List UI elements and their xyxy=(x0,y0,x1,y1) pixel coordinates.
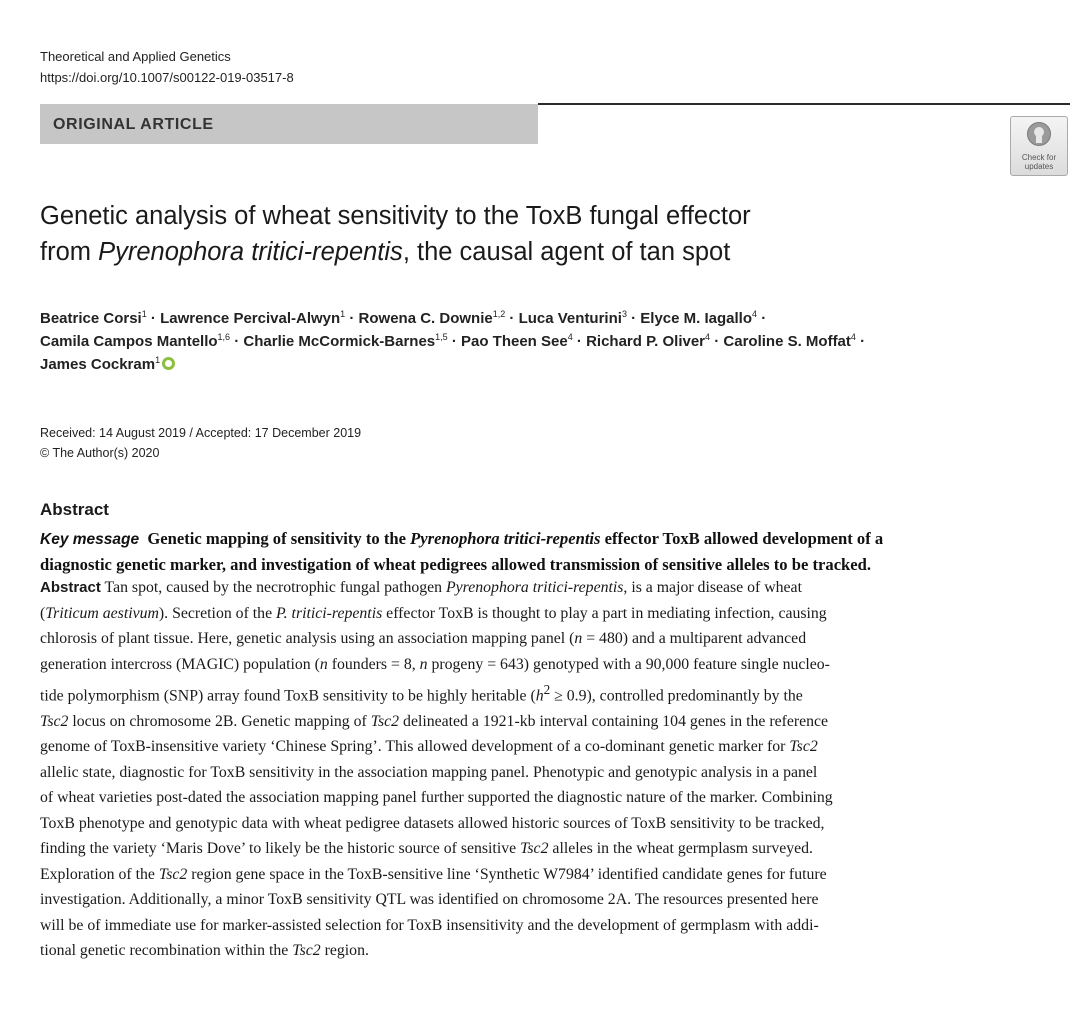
author-name[interactable]: Lawrence Percival-Alwyn xyxy=(160,310,341,327)
abstract-inline-label: Abstract xyxy=(40,579,101,596)
author-list: Beatrice Corsi$^1$ · Lawrence Percival-Alwyn$^1$ · Rowena C. Downie$^{1,2}$ · Luca Venturini$^3$ · Elyce M. Iagallo$^4$ · Camila Campos Mantello$^{1,6}$ · Charlie McCormick-Barnes$^{1,5}$ · Pao Theen See$^4$ · Richard P. Oliver$^4$ · Caroline S. Moffat$^4$ · James Cockram$^1$ xyxy=(40,309,866,373)
abstract-body: Abstract Tan spot, caused by the necrotrophic fungal pathogen Pyrenophora tritici-repentis, is a major disease of wheat (Triticum aestivum). Secretion of the P. tritici-repentis effector ToxB is thought to play a part in mediating infection, causing chlorosis of plant tissue. Here, genetic analysis using an association mapping panel (n = 480) and a multiparent advanced generation intercross (MAGIC) population (n founders = 8, n progeny = 643) genotyped with a 90,000 feature single nucleo- tide polymorphism (SNP) array found ToxB sensitivity to be highly heritable $(h^2 \ge 0.9)$, controlled predominantly by the Tsc2 locus on chromosome 2B. Genetic mapping of Tsc2 delineated a 1921-kb interval containing 104 genes in the reference genome of ToxB-insensitive variety ‘Chinese Spring’. This allowed development of a co-dominant genetic marker for Tsc2 allelic state, diagnostic for ToxB sensitivity in the association mapping panel. Phenotypic and genotypic analysis in a panel of wheat varieties post-dated the association mapping panel further supported the diagnostic nature of the marker. Combining ToxB phenotype and genotypic data with wheat pedigree datasets allowed historic sources of ToxB sensitivity to be tracked, finding the variety ‘Maris Dove’ to likely be the historic source of sensitive Tsc2 alleles in the wheat germplasm surveyed. Exploration of the Tsc2 region gene space in the ToxB-sensitive line ‘Synthetic W7984’ identified candidate genes for future investigation. Additionally, a minor ToxB sensitivity QTL was identified on chromosome 2A. The resources presented here will be of immediate use for marker-assisted selection for ToxB insensitivity and the development of germplasm with addi- tional genetic recombination within the Tsc2 region. xyxy=(40,579,833,960)
author-name[interactable]: James Cockram xyxy=(40,356,156,373)
received-accepted-dates: Received: 14 August 2019 / Accepted: 17 December 2019 xyxy=(40,426,362,440)
copyright-notice: © The Author(s) 2020 xyxy=(40,446,160,460)
author-name[interactable]: Luca Venturini xyxy=(518,310,622,327)
author-name[interactable]: Richard P. Oliver xyxy=(586,333,706,350)
author-name[interactable]: Charlie McCormick-Barnes xyxy=(243,333,436,350)
check-for-updates-badge[interactable] xyxy=(1010,116,1068,176)
author-name[interactable]: Caroline S. Moffat xyxy=(723,333,851,350)
author-name[interactable]: Pao Theen See xyxy=(461,333,568,350)
header-rule xyxy=(538,103,1070,105)
article-type-banner: ORIGINAL ARTICLE xyxy=(40,104,538,144)
check-for-updates-label: Check for updates xyxy=(1021,153,1057,171)
author-name[interactable]: Beatrice Corsi xyxy=(40,310,142,327)
journal-doi-link[interactable]: https://doi.org/10.1007/s00122-019-03517-8 xyxy=(40,70,294,85)
author-name[interactable]: Camila Campos Mantello xyxy=(40,333,218,350)
key-message-label: Key message xyxy=(40,531,140,548)
author-name[interactable]: Elyce M. Iagallo xyxy=(640,310,753,327)
abstract-heading: Abstract xyxy=(40,500,109,519)
journal-header xyxy=(40,46,294,88)
article-dates xyxy=(40,423,361,463)
key-message: Key message Genetic mapping of sensitivity to the Pyrenophora tritici-repentis effector ToxB allowed development of a diagnostic genetic marker, and investigation of wheat pedigrees allowed transmission of sensitive alleles to be tracked. xyxy=(40,529,884,574)
author-name[interactable]: Rowena C. Downie xyxy=(358,310,493,327)
crossmark-icon xyxy=(1011,121,1067,152)
journal-name: Theoretical and Applied Genetics xyxy=(40,49,231,64)
orcid-icon[interactable] xyxy=(162,357,175,370)
article-title: Genetic analysis of wheat sensitivity to the ToxB fungal effector from Pyrenophora tritici-repentis, the causal agent of tan spot xyxy=(40,202,751,266)
